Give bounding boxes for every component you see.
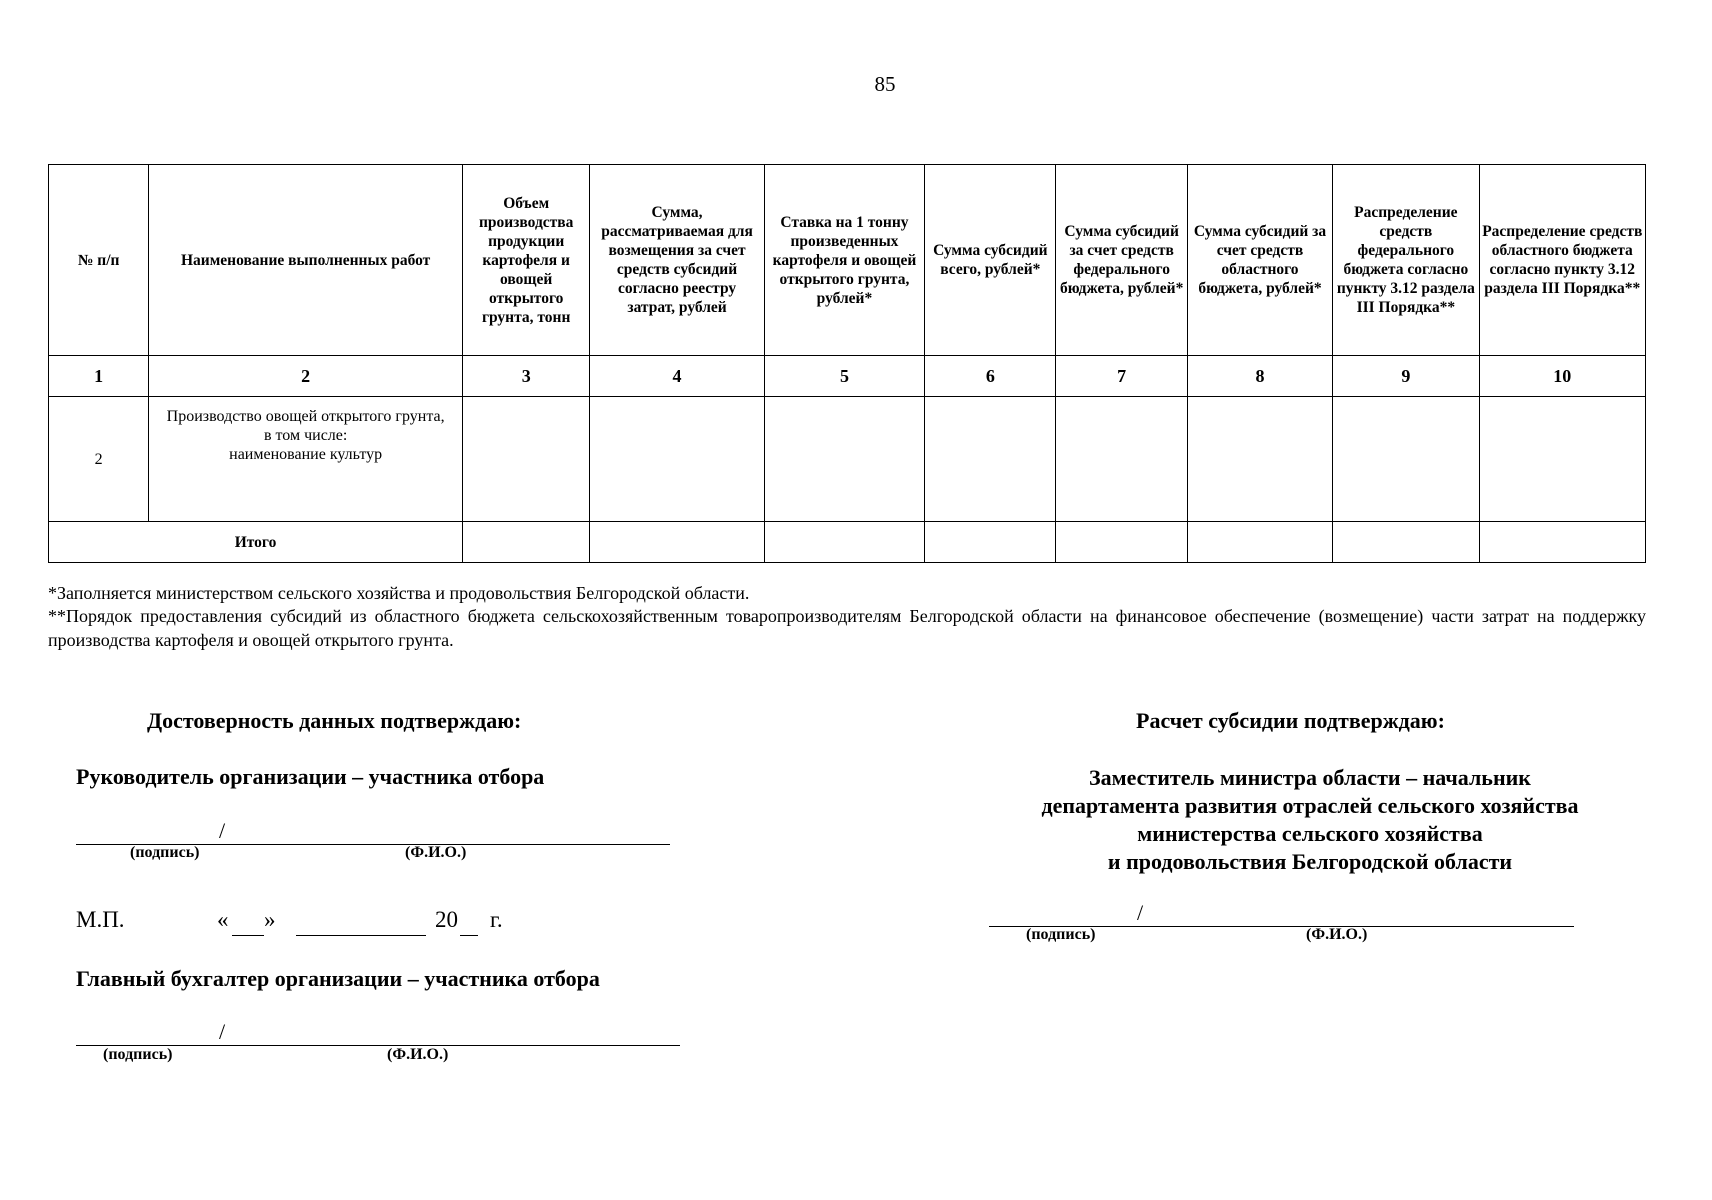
header-cell: Ставка на 1 тонну произведенных картофеля и овощей открытого грунта, рублей* bbox=[764, 165, 924, 356]
empty-cell bbox=[764, 522, 924, 563]
empty-cell bbox=[1187, 522, 1332, 563]
year-line bbox=[460, 935, 478, 936]
deputy-title-line: министерства сельского хозяйства bbox=[1137, 821, 1483, 846]
head-title: Руководитель организации – участника отбора bbox=[76, 764, 545, 789]
deputy-title-line: и продовольствия Белгородской области bbox=[1107, 849, 1513, 874]
empty-cell bbox=[1479, 397, 1645, 522]
header-cell: Сумма субсидий всего, рублей* bbox=[925, 165, 1056, 356]
empty-cell bbox=[463, 522, 590, 563]
table-row bbox=[49, 397, 1646, 522]
date-close-quote: » bbox=[264, 907, 276, 932]
year-prefix: 20 bbox=[435, 907, 458, 932]
page-number: 85 bbox=[874, 72, 896, 96]
data-confirm-heading: Достоверность данных подтверждаю: bbox=[147, 708, 522, 733]
accountant-signature-block bbox=[76, 1019, 680, 1069]
column-number: 8 bbox=[1187, 356, 1332, 397]
footnote-1: *Заполняется министерством сельского хозяйства и продовольствия Белгородской области. bbox=[48, 583, 750, 603]
row-name-line: наименование культур bbox=[229, 446, 383, 463]
column-number: 5 bbox=[764, 356, 924, 397]
calc-confirm-heading: Расчет субсидии подтверждаю: bbox=[1136, 708, 1445, 733]
header-cell: Распределение средств областного бюджета согласно пункту 3.12 раздела III Порядка** bbox=[1479, 165, 1645, 356]
empty-cell bbox=[1187, 397, 1332, 522]
header-cell: Сумма, рассматриваемая для возмещения за счет средств субсидий согласно реестру затрат, рублей bbox=[590, 165, 764, 356]
empty-cell bbox=[1056, 522, 1187, 563]
deputy-title-line: департамента развития отраслей сельского хозяйства bbox=[1041, 793, 1579, 818]
row-number: 2 bbox=[49, 397, 149, 522]
day-line bbox=[232, 935, 264, 936]
empty-cell bbox=[1479, 522, 1645, 563]
column-number: 1 bbox=[49, 356, 149, 397]
header-cell: Распределение средств федерального бюджета согласно пункту 3.12 раздела III Порядка** bbox=[1333, 165, 1479, 356]
name-caption: (Ф.И.О.) bbox=[1306, 926, 1368, 943]
empty-cell bbox=[463, 397, 590, 522]
footnote-2: **Порядок предоставления субсидий из областного бюджета сельскохозяйственным товаропроизводителям Белгородской области на финансовое обеспечение (возмещение) части затрат на поддержку производства картофеля и овощей открытого грунта. bbox=[48, 606, 1646, 650]
column-number: 10 bbox=[1479, 356, 1645, 397]
empty-cell bbox=[764, 397, 924, 522]
accountant-title: Главный бухгалтер организации – участника отбора bbox=[76, 966, 600, 991]
total-label: Итого bbox=[49, 522, 463, 563]
header-cell: Сумма субсидий за счет средств федерального бюджета, рублей* bbox=[1056, 165, 1187, 356]
empty-cell bbox=[590, 397, 764, 522]
signature-caption: (подпись) bbox=[103, 1046, 173, 1063]
empty-cell bbox=[925, 522, 1056, 563]
column-number: 4 bbox=[590, 356, 764, 397]
column-number: 6 bbox=[925, 356, 1056, 397]
year-suffix: г. bbox=[490, 907, 503, 932]
empty-cell bbox=[590, 522, 764, 563]
head-signature-block bbox=[76, 818, 670, 868]
column-number: 7 bbox=[1056, 356, 1187, 397]
signature-caption: (подпись) bbox=[1026, 926, 1096, 943]
header-cell: № п/п bbox=[49, 165, 149, 356]
empty-cell bbox=[1056, 397, 1187, 522]
mp-label: М.П. bbox=[76, 907, 125, 932]
header-row bbox=[49, 165, 1646, 356]
slash: / bbox=[219, 818, 226, 843]
deputy-title-line: Заместитель министра области – начальник bbox=[1089, 765, 1531, 790]
header-cell: Объем производства продукции картофеля и овощей открытого грунта, тонн bbox=[463, 165, 590, 356]
header-cell: Сумма субсидий за счет средств областного бюджета, рублей* bbox=[1187, 165, 1332, 356]
name-caption: (Ф.И.О.) bbox=[387, 1046, 449, 1063]
signature-caption: (подпись) bbox=[130, 844, 200, 861]
empty-cell bbox=[925, 397, 1056, 522]
row-name-line: в том числе: bbox=[263, 427, 348, 444]
name-caption: (Ф.И.О.) bbox=[405, 844, 467, 861]
header-cell: Наименование выполненных работ bbox=[149, 165, 463, 356]
slash: / bbox=[1137, 900, 1144, 925]
empty-cell bbox=[1333, 522, 1479, 563]
deputy-title bbox=[990, 764, 1630, 876]
subsidy-table bbox=[48, 164, 1646, 563]
row-name-cell bbox=[149, 397, 463, 522]
column-number-row bbox=[49, 356, 1646, 397]
row-name-line: Производство овощей открытого грунта, bbox=[166, 408, 445, 425]
total-row bbox=[49, 522, 1646, 563]
stamp-date-line bbox=[76, 907, 526, 943]
date-open-quote: « bbox=[217, 907, 229, 932]
slash: / bbox=[219, 1019, 226, 1044]
month-line bbox=[296, 935, 426, 936]
empty-cell bbox=[1333, 397, 1479, 522]
deputy-signature-block bbox=[989, 900, 1574, 950]
column-number: 2 bbox=[149, 356, 463, 397]
column-number: 9 bbox=[1333, 356, 1479, 397]
column-number: 3 bbox=[463, 356, 590, 397]
